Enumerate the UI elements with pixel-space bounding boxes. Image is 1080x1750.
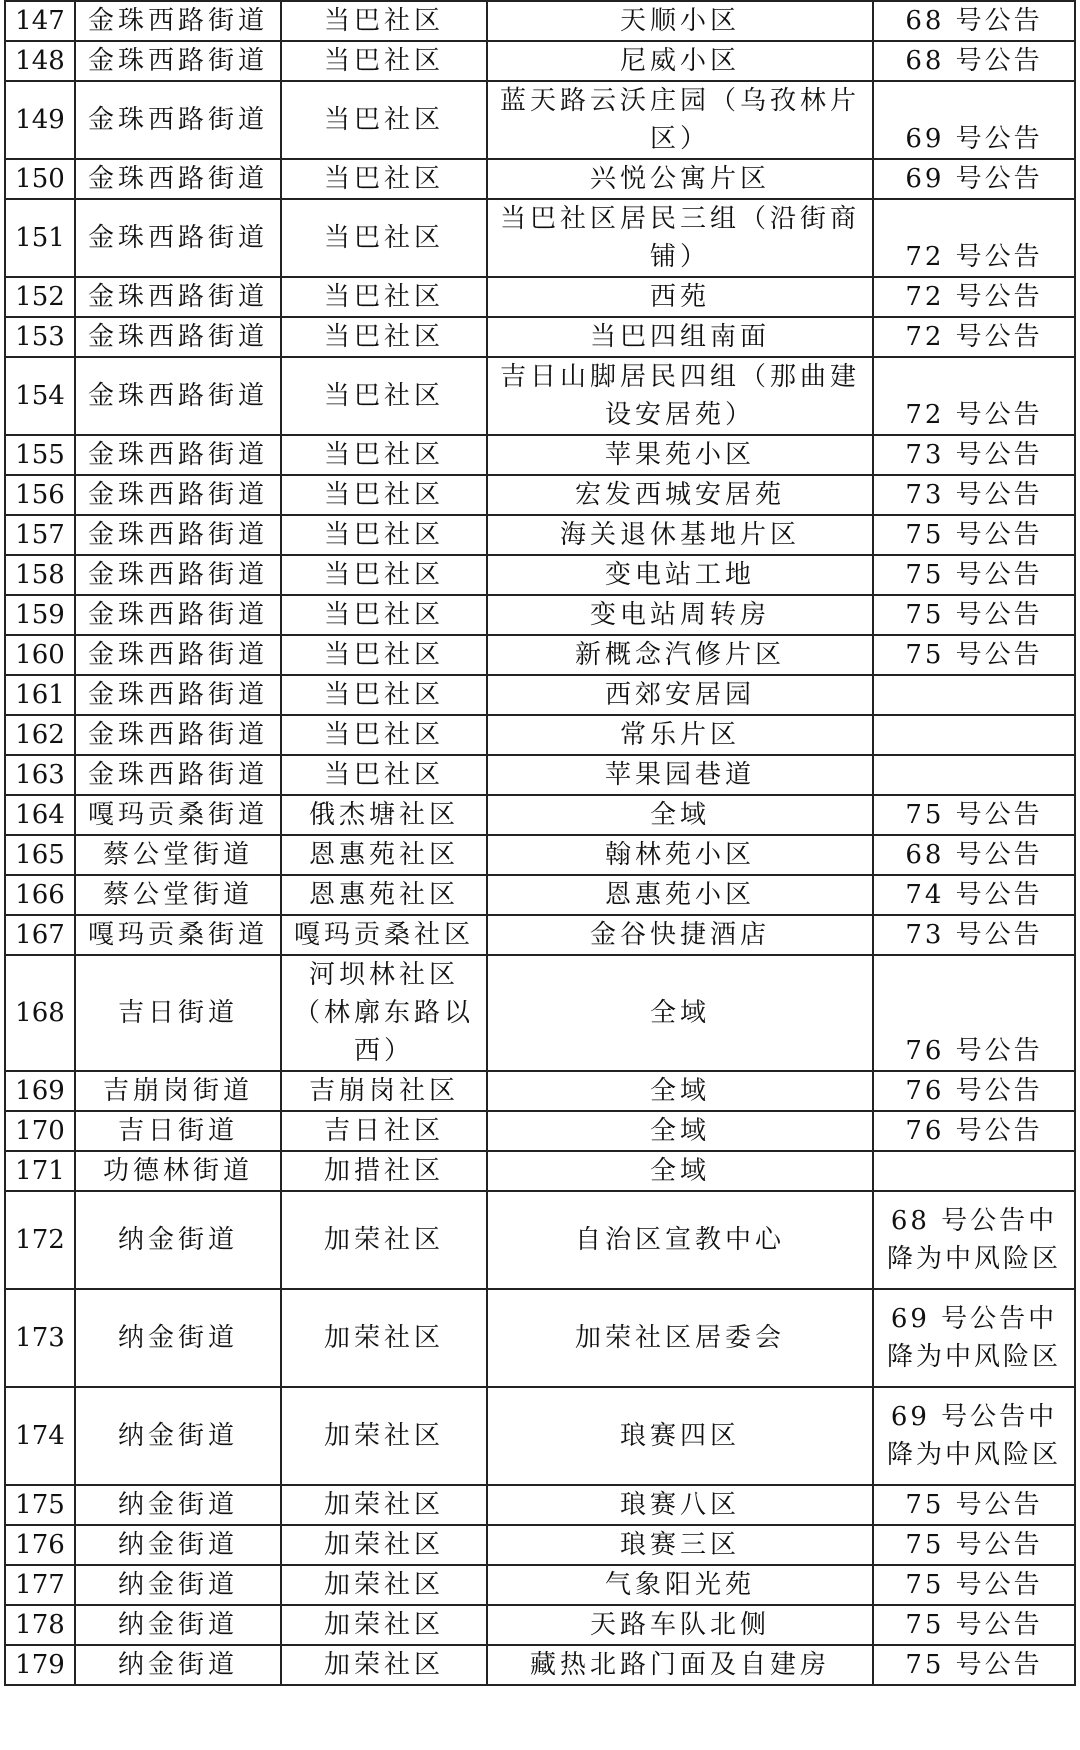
street-cell: 吉日街道 (75, 1111, 281, 1151)
community-cell: 加荣社区 (281, 1605, 487, 1645)
row-number: 178 (5, 1605, 75, 1645)
area-cell: 全域 (487, 1151, 873, 1191)
street-cell: 蔡公堂街道 (75, 875, 281, 915)
notice-cell: 68 号公告中降为中风险区 (873, 1191, 1075, 1289)
row-number: 164 (5, 795, 75, 835)
community-cell: 加荣社区 (281, 1645, 487, 1685)
table-row (5, 555, 1075, 595)
table-row (5, 1, 1075, 41)
community-cell: 当巴社区 (281, 475, 487, 515)
row-number: 165 (5, 835, 75, 875)
row-number: 158 (5, 555, 75, 595)
table-row (5, 41, 1075, 81)
area-cell: 西苑 (487, 277, 873, 317)
table-row (5, 875, 1075, 915)
street-cell: 纳金街道 (75, 1387, 281, 1485)
row-number: 154 (5, 357, 75, 435)
row-number: 152 (5, 277, 75, 317)
street-cell: 金珠西路街道 (75, 81, 281, 159)
table-row (5, 635, 1075, 675)
community-cell: 俄杰塘社区 (281, 795, 487, 835)
area-cell: 琅赛四区 (487, 1387, 873, 1485)
community-cell: 当巴社区 (281, 41, 487, 81)
area-cell: 海关退休基地片区 (487, 515, 873, 555)
area-cell: 恩惠苑小区 (487, 875, 873, 915)
table-row (5, 755, 1075, 795)
area-cell: 苹果园巷道 (487, 755, 873, 795)
community-cell: 当巴社区 (281, 159, 487, 199)
row-number: 179 (5, 1645, 75, 1685)
community-cell: 吉崩岗社区 (281, 1071, 487, 1111)
row-number: 148 (5, 41, 75, 81)
notice-cell: 75 号公告 (873, 1645, 1075, 1685)
notice-cell: 75 号公告 (873, 1605, 1075, 1645)
row-number: 169 (5, 1071, 75, 1111)
area-cell: 天顺小区 (487, 1, 873, 41)
area-cell: 金谷快捷酒店 (487, 915, 873, 955)
table-row (5, 835, 1075, 875)
street-cell: 金珠西路街道 (75, 357, 281, 435)
notice-cell (873, 715, 1075, 755)
area-cell: 全域 (487, 955, 873, 1071)
area-cell: 尼威小区 (487, 41, 873, 81)
community-cell: 加荣社区 (281, 1525, 487, 1565)
notice-cell: 75 号公告 (873, 1565, 1075, 1605)
table-row (5, 1071, 1075, 1111)
community-cell: 当巴社区 (281, 595, 487, 635)
community-cell: 加荣社区 (281, 1565, 487, 1605)
row-number: 172 (5, 1191, 75, 1289)
notice-cell: 69 号公告 (873, 81, 1075, 159)
community-cell: 当巴社区 (281, 715, 487, 755)
table-row (5, 475, 1075, 515)
table-row (5, 317, 1075, 357)
notice-cell: 68 号公告 (873, 41, 1075, 81)
community-cell: 当巴社区 (281, 435, 487, 475)
street-cell: 功德林街道 (75, 1151, 281, 1191)
notice-cell: 76 号公告 (873, 955, 1075, 1071)
notice-cell: 72 号公告 (873, 317, 1075, 357)
street-cell: 金珠西路街道 (75, 595, 281, 635)
community-cell: 加措社区 (281, 1151, 487, 1191)
table-row (5, 915, 1075, 955)
community-cell: 加荣社区 (281, 1191, 487, 1289)
row-number: 173 (5, 1289, 75, 1387)
table-row (5, 159, 1075, 199)
notice-cell: 75 号公告 (873, 1485, 1075, 1525)
street-cell: 金珠西路街道 (75, 317, 281, 357)
street-cell: 金珠西路街道 (75, 715, 281, 755)
area-cell: 气象阳光苑 (487, 1565, 873, 1605)
notice-cell: 69 号公告中降为中风险区 (873, 1289, 1075, 1387)
area-cell: 兴悦公寓片区 (487, 159, 873, 199)
notice-cell: 76 号公告 (873, 1111, 1075, 1151)
street-cell: 金珠西路街道 (75, 755, 281, 795)
table-row (5, 199, 1075, 277)
community-cell: 当巴社区 (281, 515, 487, 555)
area-cell: 琅赛三区 (487, 1525, 873, 1565)
community-cell: 当巴社区 (281, 635, 487, 675)
community-cell: 恩惠苑社区 (281, 875, 487, 915)
notice-cell: 76 号公告 (873, 1071, 1075, 1111)
area-cell: 全域 (487, 1071, 873, 1111)
community-cell: 当巴社区 (281, 317, 487, 357)
area-cell: 天路车队北侧 (487, 1605, 873, 1645)
row-number: 168 (5, 955, 75, 1071)
street-cell: 金珠西路街道 (75, 41, 281, 81)
table-row (5, 595, 1075, 635)
notice-cell (873, 675, 1075, 715)
row-number: 151 (5, 199, 75, 277)
row-number: 177 (5, 1565, 75, 1605)
community-cell: 当巴社区 (281, 199, 487, 277)
notice-cell: 75 号公告 (873, 515, 1075, 555)
notice-cell: 69 号公告 (873, 159, 1075, 199)
area-cell: 常乐片区 (487, 715, 873, 755)
notice-cell: 74 号公告 (873, 875, 1075, 915)
area-cell: 新概念汽修片区 (487, 635, 873, 675)
community-cell: 当巴社区 (281, 1, 487, 41)
table-row (5, 435, 1075, 475)
row-number: 157 (5, 515, 75, 555)
notice-cell: 73 号公告 (873, 475, 1075, 515)
area-cell: 西郊安居园 (487, 675, 873, 715)
row-number: 171 (5, 1151, 75, 1191)
row-number: 159 (5, 595, 75, 635)
street-cell: 嘎玛贡桑街道 (75, 915, 281, 955)
area-cell: 变电站周转房 (487, 595, 873, 635)
table-row (5, 795, 1075, 835)
street-cell: 金珠西路街道 (75, 635, 281, 675)
street-cell: 金珠西路街道 (75, 277, 281, 317)
street-cell: 纳金街道 (75, 1525, 281, 1565)
row-number: 161 (5, 675, 75, 715)
row-number: 163 (5, 755, 75, 795)
notice-cell: 68 号公告 (873, 1, 1075, 41)
community-cell: 嘎玛贡桑社区 (281, 915, 487, 955)
community-cell: 当巴社区 (281, 277, 487, 317)
area-cell: 吉日山脚居民四组（那曲建设安居苑） (487, 357, 873, 435)
street-cell: 蔡公堂街道 (75, 835, 281, 875)
street-cell: 金珠西路街道 (75, 159, 281, 199)
notice-cell (873, 1151, 1075, 1191)
area-cell: 当巴四组南面 (487, 317, 873, 357)
row-number: 155 (5, 435, 75, 475)
row-number: 160 (5, 635, 75, 675)
area-cell: 全域 (487, 795, 873, 835)
row-number: 175 (5, 1485, 75, 1525)
area-cell: 琅赛八区 (487, 1485, 873, 1525)
risk-area-table (4, 0, 1076, 1686)
area-cell: 宏发西城安居苑 (487, 475, 873, 515)
table-row (5, 1485, 1075, 1525)
notice-cell: 69 号公告中降为中风险区 (873, 1387, 1075, 1485)
street-cell: 金珠西路街道 (75, 199, 281, 277)
community-cell: 当巴社区 (281, 555, 487, 595)
row-number: 150 (5, 159, 75, 199)
notice-cell: 75 号公告 (873, 635, 1075, 675)
notice-cell: 68 号公告 (873, 835, 1075, 875)
table-row (5, 1645, 1075, 1685)
area-cell: 蓝天路云沃庄园（乌孜林片区） (487, 81, 873, 159)
community-cell: 加荣社区 (281, 1387, 487, 1485)
table-row (5, 357, 1075, 435)
area-cell: 加荣社区居委会 (487, 1289, 873, 1387)
community-cell: 加荣社区 (281, 1289, 487, 1387)
area-cell: 苹果苑小区 (487, 435, 873, 475)
notice-cell: 72 号公告 (873, 357, 1075, 435)
notice-cell (873, 755, 1075, 795)
table-row (5, 1191, 1075, 1289)
row-number: 156 (5, 475, 75, 515)
street-cell: 金珠西路街道 (75, 555, 281, 595)
table-row (5, 1289, 1075, 1387)
row-number: 176 (5, 1525, 75, 1565)
table-row (5, 955, 1075, 1071)
row-number: 147 (5, 1, 75, 41)
notice-cell: 73 号公告 (873, 915, 1075, 955)
street-cell: 纳金街道 (75, 1191, 281, 1289)
street-cell: 金珠西路街道 (75, 675, 281, 715)
notice-cell: 72 号公告 (873, 277, 1075, 317)
street-cell: 金珠西路街道 (75, 435, 281, 475)
row-number: 166 (5, 875, 75, 915)
area-cell: 全域 (487, 1111, 873, 1151)
area-cell: 藏热北路门面及自建房 (487, 1645, 873, 1685)
notice-cell: 75 号公告 (873, 595, 1075, 635)
notice-cell: 75 号公告 (873, 555, 1075, 595)
community-cell: 当巴社区 (281, 357, 487, 435)
street-cell: 纳金街道 (75, 1485, 281, 1525)
street-cell: 纳金街道 (75, 1565, 281, 1605)
community-cell: 当巴社区 (281, 755, 487, 795)
row-number: 174 (5, 1387, 75, 1485)
table-body (5, 1, 1075, 1685)
community-cell: 加荣社区 (281, 1485, 487, 1525)
row-number: 170 (5, 1111, 75, 1151)
street-cell: 嘎玛贡桑街道 (75, 795, 281, 835)
community-cell: 吉日社区 (281, 1111, 487, 1151)
street-cell: 金珠西路街道 (75, 475, 281, 515)
row-number: 153 (5, 317, 75, 357)
table-row (5, 1387, 1075, 1485)
area-cell: 自治区宣教中心 (487, 1191, 873, 1289)
table-row (5, 1151, 1075, 1191)
notice-cell: 73 号公告 (873, 435, 1075, 475)
street-cell: 纳金街道 (75, 1289, 281, 1387)
table-row (5, 1111, 1075, 1151)
community-cell: 当巴社区 (281, 81, 487, 159)
row-number: 149 (5, 81, 75, 159)
street-cell: 纳金街道 (75, 1605, 281, 1645)
area-cell: 翰林苑小区 (487, 835, 873, 875)
table-row (5, 1605, 1075, 1645)
table-row (5, 715, 1075, 755)
street-cell: 金珠西路街道 (75, 515, 281, 555)
community-cell: 当巴社区 (281, 675, 487, 715)
street-cell: 纳金街道 (75, 1645, 281, 1685)
table-row (5, 277, 1075, 317)
area-cell: 变电站工地 (487, 555, 873, 595)
table-row (5, 1565, 1075, 1605)
table-row (5, 1525, 1075, 1565)
street-cell: 吉日街道 (75, 955, 281, 1071)
table-row (5, 515, 1075, 555)
community-cell: 恩惠苑社区 (281, 835, 487, 875)
street-cell: 吉崩岗街道 (75, 1071, 281, 1111)
area-cell: 当巴社区居民三组（沿街商铺） (487, 199, 873, 277)
street-cell: 金珠西路街道 (75, 1, 281, 41)
table-row (5, 81, 1075, 159)
community-cell: 河坝林社区（林廓东路以西） (281, 955, 487, 1071)
table-row (5, 675, 1075, 715)
row-number: 167 (5, 915, 75, 955)
notice-cell: 72 号公告 (873, 199, 1075, 277)
row-number: 162 (5, 715, 75, 755)
notice-cell: 75 号公告 (873, 795, 1075, 835)
notice-cell: 75 号公告 (873, 1525, 1075, 1565)
